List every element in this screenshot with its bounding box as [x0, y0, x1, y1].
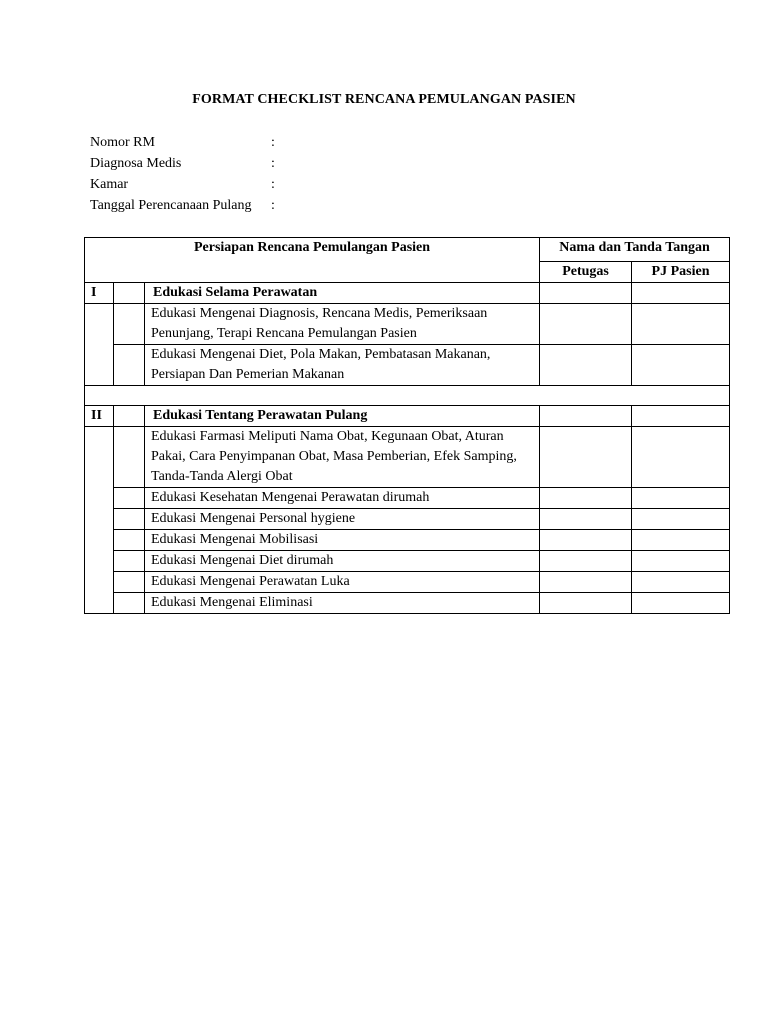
field-nomor-rm [90, 134, 275, 152]
item-text: Edukasi Mengenai Eliminasi [145, 593, 540, 614]
pj-sign-cell[interactable] [632, 593, 730, 614]
blank-cell [114, 593, 145, 614]
petugas-sign-cell[interactable] [540, 530, 632, 551]
petugas-sign-cell[interactable] [540, 509, 632, 530]
pj-sign-cell[interactable] [632, 551, 730, 572]
pj-sign-cell[interactable] [632, 283, 730, 304]
pj-sign-cell[interactable] [632, 488, 730, 509]
spacer-cell [85, 386, 730, 406]
petugas-sign-cell[interactable] [540, 427, 632, 488]
field-diagnosa-medis [90, 155, 275, 173]
blank-cell [114, 283, 145, 304]
table-row [85, 593, 730, 614]
section-number: II [85, 406, 114, 427]
item-text: Edukasi Mengenai Diet, Pola Makan, Pembatasan Makanan, Persiapan Dan Pemerian Makanan [145, 345, 540, 386]
pj-sign-cell[interactable] [632, 304, 730, 345]
field-colon: : [271, 156, 275, 171]
pj-sign-cell[interactable] [632, 345, 730, 386]
petugas-sign-cell[interactable] [540, 488, 632, 509]
section-number: I [85, 283, 114, 304]
field-colon: : [271, 198, 275, 213]
item-text: Edukasi Mengenai Diagnosis, Rencana Medis, Pemeriksaan Penunjang, Terapi Rencana Pemulangan Pasien [145, 304, 540, 345]
table-row [85, 345, 730, 386]
field-kamar [90, 176, 275, 194]
item-text: Edukasi Farmasi Meliputi Nama Obat, Kegunaan Obat, Aturan Pakai, Cara Penyimpanan Obat, Masa Pemberian, Efek Samping, Tanda-Tanda Alergi Obat [145, 427, 540, 488]
blank-cell [114, 509, 145, 530]
petugas-sign-cell[interactable] [540, 304, 632, 345]
table-row [85, 572, 730, 593]
petugas-sign-cell[interactable] [540, 551, 632, 572]
table-row [85, 530, 730, 551]
pj-sign-cell[interactable] [632, 572, 730, 593]
blank-cell [114, 551, 145, 572]
blank-cell [114, 488, 145, 509]
petugas-sign-cell[interactable] [540, 593, 632, 614]
table-row [85, 427, 730, 488]
petugas-sign-cell[interactable] [540, 572, 632, 593]
petugas-sign-cell[interactable] [540, 283, 632, 304]
field-colon: : [271, 177, 275, 192]
field-colon: : [271, 135, 275, 150]
pj-sign-cell[interactable] [632, 509, 730, 530]
item-text: Edukasi Mengenai Diet dirumah [145, 551, 540, 572]
table-header-row [85, 238, 730, 262]
item-text: Edukasi Mengenai Mobilisasi [145, 530, 540, 551]
petugas-sign-cell[interactable] [540, 345, 632, 386]
field-label: Nomor RM [90, 135, 155, 150]
pj-sign-cell[interactable] [632, 530, 730, 551]
item-text: Edukasi Mengenai Perawatan Luka [145, 572, 540, 593]
petugas-sign-cell[interactable] [540, 406, 632, 427]
blank-cell [85, 427, 114, 614]
item-text: Edukasi Kesehatan Mengenai Perawatan dirumah [145, 488, 540, 509]
field-label: Kamar [90, 177, 129, 192]
section-row [85, 406, 730, 427]
section-row [85, 283, 730, 304]
header-nama-tanda-tangan: Nama dan Tanda Tangan [540, 238, 730, 262]
item-text: Edukasi Mengenai Personal hygiene [145, 509, 540, 530]
table-row [85, 304, 730, 345]
document-title: FORMAT CHECKLIST RENCANA PEMULANGAN PASIEN [192, 92, 576, 107]
section-title: Edukasi Selama Perawatan [145, 283, 540, 304]
field-tanggal-perencanaan-pulang [90, 197, 275, 215]
blank-cell [114, 406, 145, 427]
blank-cell [114, 572, 145, 593]
blank-cell [114, 530, 145, 551]
table-row [85, 551, 730, 572]
blank-cell [114, 345, 145, 386]
header-pj-pasien: PJ Pasien [632, 262, 730, 283]
field-label: Diagnosa Medis [90, 156, 182, 171]
pj-sign-cell[interactable] [632, 406, 730, 427]
blank-cell [85, 304, 114, 386]
section-title: Edukasi Tentang Perawatan Pulang [145, 406, 540, 427]
header-persiapan: Persiapan Rencana Pemulangan Pasien [85, 238, 540, 283]
blank-cell [114, 427, 145, 488]
pj-sign-cell[interactable] [632, 427, 730, 488]
table-row [85, 509, 730, 530]
discharge-checklist-table [84, 237, 730, 614]
spacer-row [85, 386, 730, 406]
field-label: Tanggal Perencanaan Pulang [90, 198, 252, 213]
table-row [85, 488, 730, 509]
header-petugas: Petugas [540, 262, 632, 283]
blank-cell [114, 304, 145, 345]
